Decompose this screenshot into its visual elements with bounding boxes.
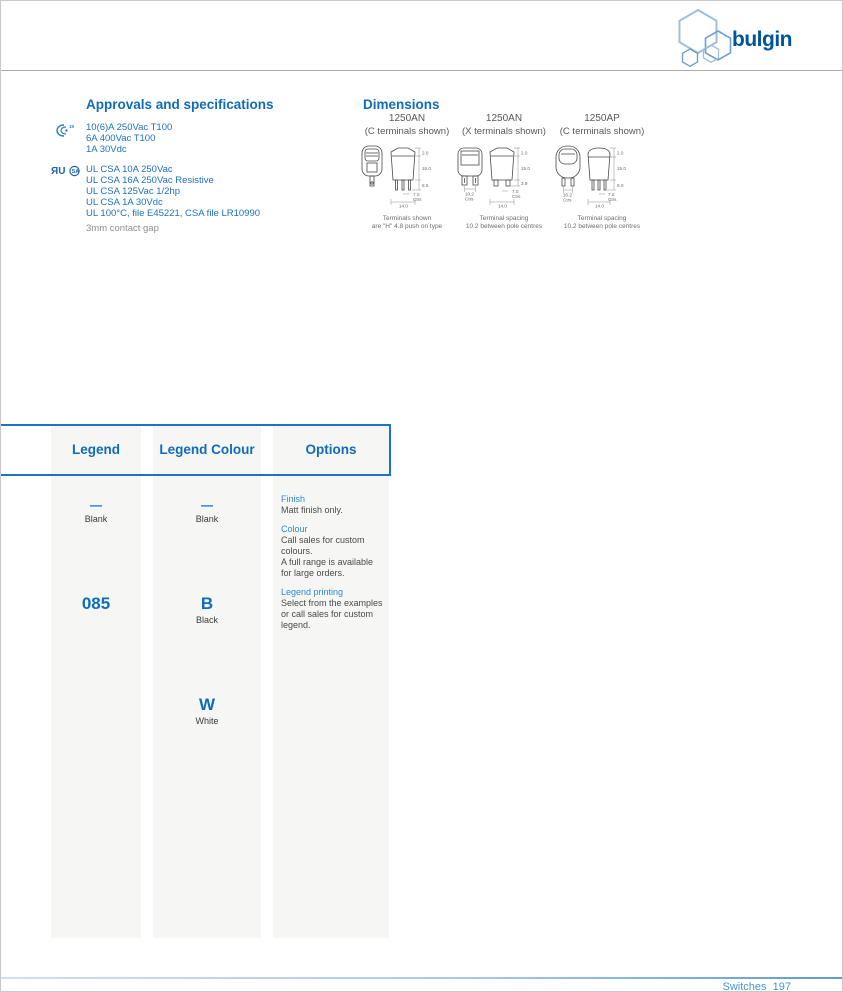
diagram-caption: Terminal spacing 10.2 between pole centres	[465, 215, 543, 230]
svg-text:15.0: 15.0	[521, 166, 530, 171]
svg-text:7.0: 7.0	[413, 192, 420, 197]
colour-label-blank: Blank	[195, 514, 219, 524]
footer-page-number: 197	[772, 981, 791, 992]
diagram-model: 1250AN	[388, 113, 426, 124]
diagram-variant: (C terminals shown)	[559, 126, 645, 137]
option-heading-finish: Finish	[281, 494, 306, 504]
svg-text:15.0: 15.0	[422, 166, 431, 171]
svg-text:7.0: 7.0	[512, 189, 519, 194]
option-body-colour: Call sales for custom colours.	[281, 535, 365, 556]
svg-text:Ctrs: Ctrs	[465, 196, 474, 202]
options-text	[281, 494, 383, 639]
svg-text:8.5: 8.5	[422, 183, 429, 188]
diagram-model: 1250AN	[485, 113, 523, 124]
dimensions-title: Dimensions	[363, 97, 440, 112]
diagram-caption: Terminal spacing 10.2 between pole centres	[563, 215, 641, 230]
svg-text:15.0: 15.0	[617, 166, 626, 171]
legend-label-blank: Blank	[84, 514, 108, 524]
option-body-colour-2: A full range is available for large orders.	[281, 557, 374, 578]
contact-gap-note: 3mm contact gap	[86, 223, 159, 234]
svg-text:2.0: 2.0	[617, 150, 624, 156]
diagram-caption: Terminals shown are "H" 4.8 push on type	[371, 215, 443, 230]
diagram-1250an-c	[357, 113, 467, 231]
legend-code-blank: —	[90, 498, 102, 512]
legend-code-085: 085	[81, 594, 111, 613]
diagram-variant: (X terminals shown)	[462, 126, 546, 137]
svg-text:3.9: 3.9	[521, 181, 528, 186]
svg-text:8.0: 8.0	[617, 183, 624, 188]
table-header-bottom-border	[1, 474, 391, 476]
rating-line: 6A 400Vac T100	[86, 133, 156, 144]
bulgin-logo	[671, 5, 796, 67]
logo-wordmark: bulgin	[732, 28, 792, 51]
footer-divider	[1, 977, 843, 979]
svg-text:Ctrs: Ctrs	[563, 197, 572, 203]
svg-text:Ctrs: Ctrs	[413, 197, 422, 202]
option-body-legend-printing: Select from the examples or call sales for custom legend.	[281, 598, 383, 630]
rating-line: UL CSA 125Vac 1/2hp	[86, 186, 181, 197]
colour-code-w: W	[198, 695, 216, 714]
rating-line: 10(6)A 250Vac T100	[86, 122, 173, 133]
diagram-variant: (C terminals shown)	[364, 126, 450, 137]
option-body-finish: Matt finish only.	[281, 505, 343, 515]
diagram-1250ap-c	[552, 113, 662, 231]
option-heading-colour: Colour	[281, 524, 308, 534]
colour-label-white: White	[195, 716, 219, 726]
option-heading-legend-printing: Legend printing	[281, 587, 344, 597]
table-header-top-border	[1, 424, 391, 426]
switch-drawing-icon	[357, 140, 457, 208]
approvals-title: Approvals and specifications	[86, 97, 274, 112]
colour-label-black: Black	[195, 615, 218, 625]
diagram-1250an-x	[454, 113, 564, 231]
svg-text:10.2: 10.2	[563, 192, 572, 198]
svg-text:14.0: 14.0	[595, 203, 604, 208]
svg-text:10.2: 10.2	[465, 191, 474, 197]
rating-line: UL CSA 10A 250Vac	[86, 164, 173, 175]
rating-line: 1A 30Vdc	[86, 144, 127, 155]
column-header-legend-colour: Legend Colour	[159, 442, 255, 457]
ul-csa-ratings	[86, 164, 260, 219]
footer-page-ref	[722, 981, 791, 992]
svg-text:Ctrs: Ctrs	[608, 197, 617, 202]
svg-text:15: 15	[69, 124, 75, 129]
footer-section-label: Switches	[722, 981, 767, 992]
rating-line: UL 100°C, file E45221, CSA file LR10990	[86, 208, 261, 219]
svg-text:14.0: 14.0	[498, 203, 507, 208]
svg-text:7.0: 7.0	[608, 192, 615, 197]
enec-ratings	[86, 122, 172, 155]
column-header-legend: Legend	[71, 442, 120, 457]
svg-text:2.0: 2.0	[521, 150, 528, 156]
svg-text:2.0: 2.0	[422, 150, 429, 156]
colour-code-blank: —	[201, 498, 213, 512]
ul-csa-mark-icon	[51, 164, 81, 183]
switch-drawing-icon	[552, 140, 652, 208]
colour-code-b: B	[200, 594, 214, 613]
column-header-options: Options	[305, 442, 357, 457]
diagram-model: 1250AP	[584, 113, 620, 124]
svg-text:SA: SA	[71, 169, 80, 176]
rating-line: UL CSA 1A 30Vdc	[86, 197, 163, 208]
switch-drawing-icon	[454, 140, 554, 208]
svg-text:ЯU: ЯU	[51, 166, 66, 177]
enec-mark-icon	[54, 123, 76, 143]
table-header-right-border	[389, 424, 391, 476]
svg-text:Ctrs: Ctrs	[512, 194, 521, 199]
header-divider	[1, 70, 843, 71]
svg-text:14.0: 14.0	[399, 203, 408, 208]
rating-line: UL CSA 16A 250Vac Resistive	[86, 175, 214, 186]
